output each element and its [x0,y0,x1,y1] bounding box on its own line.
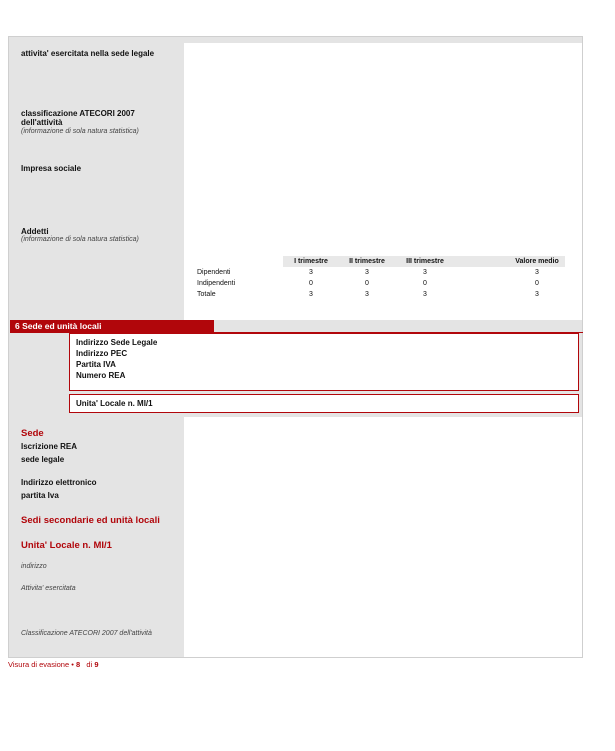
addetti-table [195,256,565,300]
unita-locale-heading: Unita' Locale n. MI/1 [21,540,112,551]
atecori-label: classificazione ATECORI 2007 dell'attività [21,109,135,127]
visura-page [8,36,583,658]
cell-value: 3 [535,269,539,276]
attivita-sede-legale-label: attivita' esercitata nella sede legale [21,49,155,58]
classificazione-atecori-label: Classificazione ATECORI 2007 dell'attività [21,630,152,637]
index-link-numero-rea[interactable]: Numero REA [76,371,126,380]
partita-iva-label: partita Iva [21,491,59,500]
addetti-table-header [195,256,565,267]
cell-value [455,278,509,289]
header-valore-medio: Valore medio [509,256,565,267]
cell-value: 3 [365,269,369,276]
header-iii-trimestre: III trimestre [395,256,455,267]
indirizzo-elettronico-label: Indirizzo elettronico [21,478,97,487]
table-row [195,289,565,300]
cell-value: 3 [423,291,427,298]
footer-page-number: 8 [75,660,81,669]
footer-of: di [86,660,93,669]
cell-value: 0 [535,280,539,287]
addetti-label: Addetti [21,227,49,236]
cell-value [455,267,509,278]
indirizzo-label: indirizzo [21,563,47,570]
sedi-secondarie-heading: Sedi secondarie ed unità locali [21,515,160,526]
footer-total-pages: 9 [94,660,99,669]
section6-index-box-unita-locale [69,394,579,413]
sede-legale-label: sede legale [21,455,65,464]
row-label: Indipendenti [197,280,236,287]
sede-heading: Sede [21,428,44,439]
header-i-trimestre: I trimestre [283,256,339,267]
footer-prefix: Visura di evasione • [8,660,74,669]
attivita-esercitata-label: Attivita' esercitata [21,585,76,592]
table-row [195,278,565,289]
atecori-note: (informazione di sola natura statistica) [21,128,139,135]
index-link-indirizzo-sede-legale[interactable]: Indirizzo Sede Legale [76,338,158,347]
row-label: Totale [197,291,216,298]
table-row [195,267,565,278]
index-link-partita-iva[interactable]: Partita IVA [76,360,116,369]
cell-value: 3 [535,291,539,298]
row-label: Dipendenti [197,269,231,276]
cell-value: 3 [423,269,427,276]
header-ii-trimestre: II trimestre [339,256,395,267]
addetti-note: (informazione di sola natura statistica) [21,236,139,243]
iscrizione-rea-label: Iscrizione REA [21,442,78,451]
cell-value: 3 [365,291,369,298]
cell-value: 0 [309,280,313,287]
cell-value: 0 [423,280,427,287]
cell-value: 3 [309,269,313,276]
page-footer [8,660,99,669]
section6-values-panel [184,417,582,657]
cell-value: 3 [309,291,313,298]
impresa-sociale-label: Impresa sociale [21,164,82,173]
header-spacer [455,256,509,267]
cell-value: 0 [365,280,369,287]
index-link-indirizzo-pec[interactable]: Indirizzo PEC [76,349,128,358]
header-cell-empty [195,256,283,267]
section6-index-box [69,333,579,391]
index-link-unita-locale[interactable]: Unita' Locale n. MI/1 [76,399,153,408]
section6-title: 6 Sede ed unità locali [10,320,214,333]
cell-value [455,289,509,300]
